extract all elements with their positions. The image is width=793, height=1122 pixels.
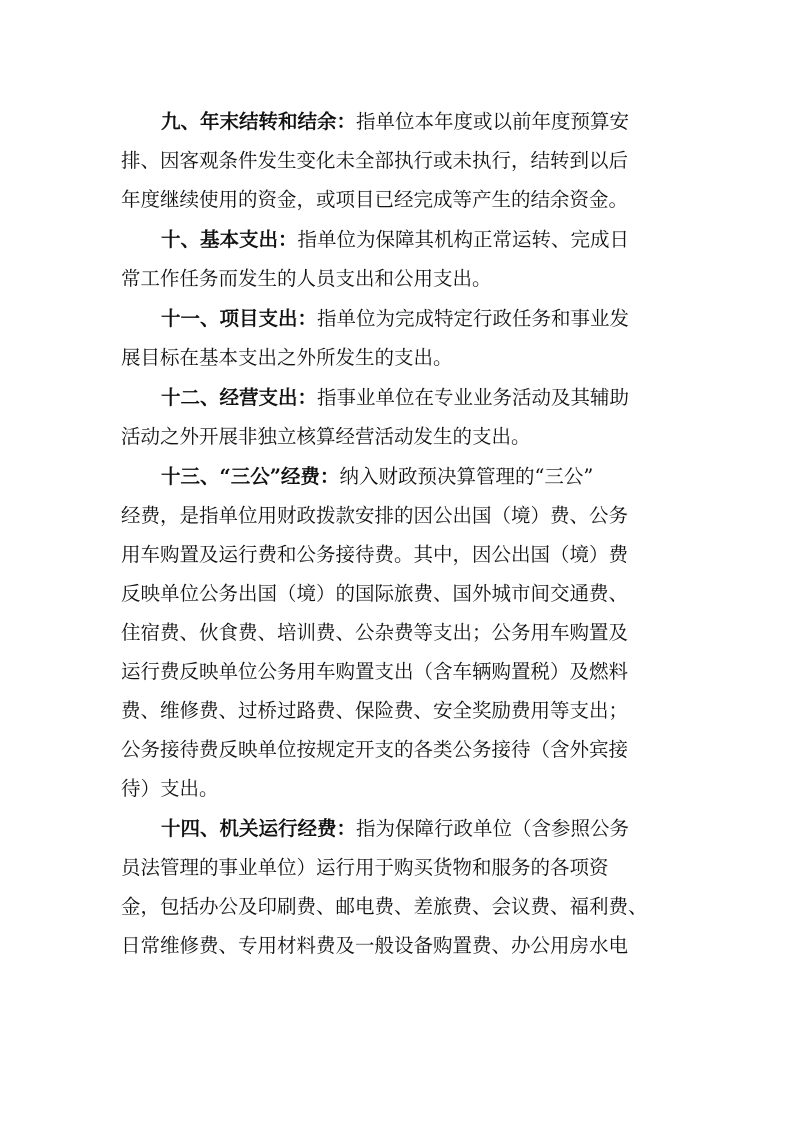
paragraph-text: 指事业单位在专业业务活动及其辅助 [317,386,630,409]
paragraph-line: 运行费反映单位公务用车购置支出（含车辆购置税）及燃料 [121,660,629,683]
term-heading: 十、基本支出： [161,228,298,251]
paragraph-line: 待）支出。 [121,777,219,800]
term-heading: 十四、机关运行经费： [161,817,357,840]
paragraph-text: 指单位为完成特定行政任务和事业发 [317,307,630,330]
term-heading: 九、年末结转和结余： [161,110,357,133]
paragraph-line: 员法管理的事业单位）运行用于购买货物和服务的各项资 [121,856,609,879]
paragraph-line: 金，包括办公及印刷费、邮电费、差旅费、会议费、福利费、 [121,895,648,918]
paragraph-line: 公务接待费反映单位按规定开支的各类公务接待（含外宾接 [121,738,629,761]
term-heading: 十二、经营支出： [161,386,318,409]
paragraph-line: 用车购置及运行费和公务接待费。其中，因公出国（境）费 [121,543,629,566]
term-heading: 十三、“三公”经费： [161,465,340,488]
paragraph-line: 反映单位公务出国（境）的国际旅费、国外城市间交通费、 [121,582,629,605]
paragraph-line: 常工作任务而发生的人员支出和公用支出。 [121,267,492,290]
paragraph-text: 指单位为保障其机构正常运转、完成日 [297,228,630,251]
paragraph-line [161,228,629,252]
paragraph-line [161,817,629,841]
paragraph-line: 日常维修费、专用材料费及一般设备购置费、办公用房水电 [121,934,629,957]
paragraph-line [161,110,629,134]
paragraph-line: 经费，是指单位用财政拨款安排的因公出国（境）费、公务 [121,504,629,527]
paragraph-text: 指为保障行政单位（含参照公务 [356,817,630,840]
paragraph-line: 年度继续使用的资金，或项目已经完成等产生的结余资金。 [121,188,629,211]
paragraph-line: 展目标在基本支出之外所发生的支出。 [121,346,453,369]
paragraph-line: 活动之外开展非独立核算经营活动发生的支出。 [121,425,531,448]
paragraph-line: 住宿费、伙食费、培训费、公杂费等支出；公务用车购置及 [121,621,629,644]
paragraph-line: 排、因客观条件发生变化未全部执行或未执行，结转到以后 [121,149,629,172]
paragraph-line: 费、维修费、过桥过路费、保险费、安全奖励费用等支出； [121,699,629,722]
paragraph-line [161,386,629,410]
paragraph-line [161,465,593,489]
paragraph-line [161,307,629,331]
term-heading: 十一、项目支出： [161,307,318,330]
paragraph-text: 纳入财政预决算管理的“三公” [339,465,594,488]
paragraph-text: 指单位本年度或以前年度预算安 [356,110,630,133]
